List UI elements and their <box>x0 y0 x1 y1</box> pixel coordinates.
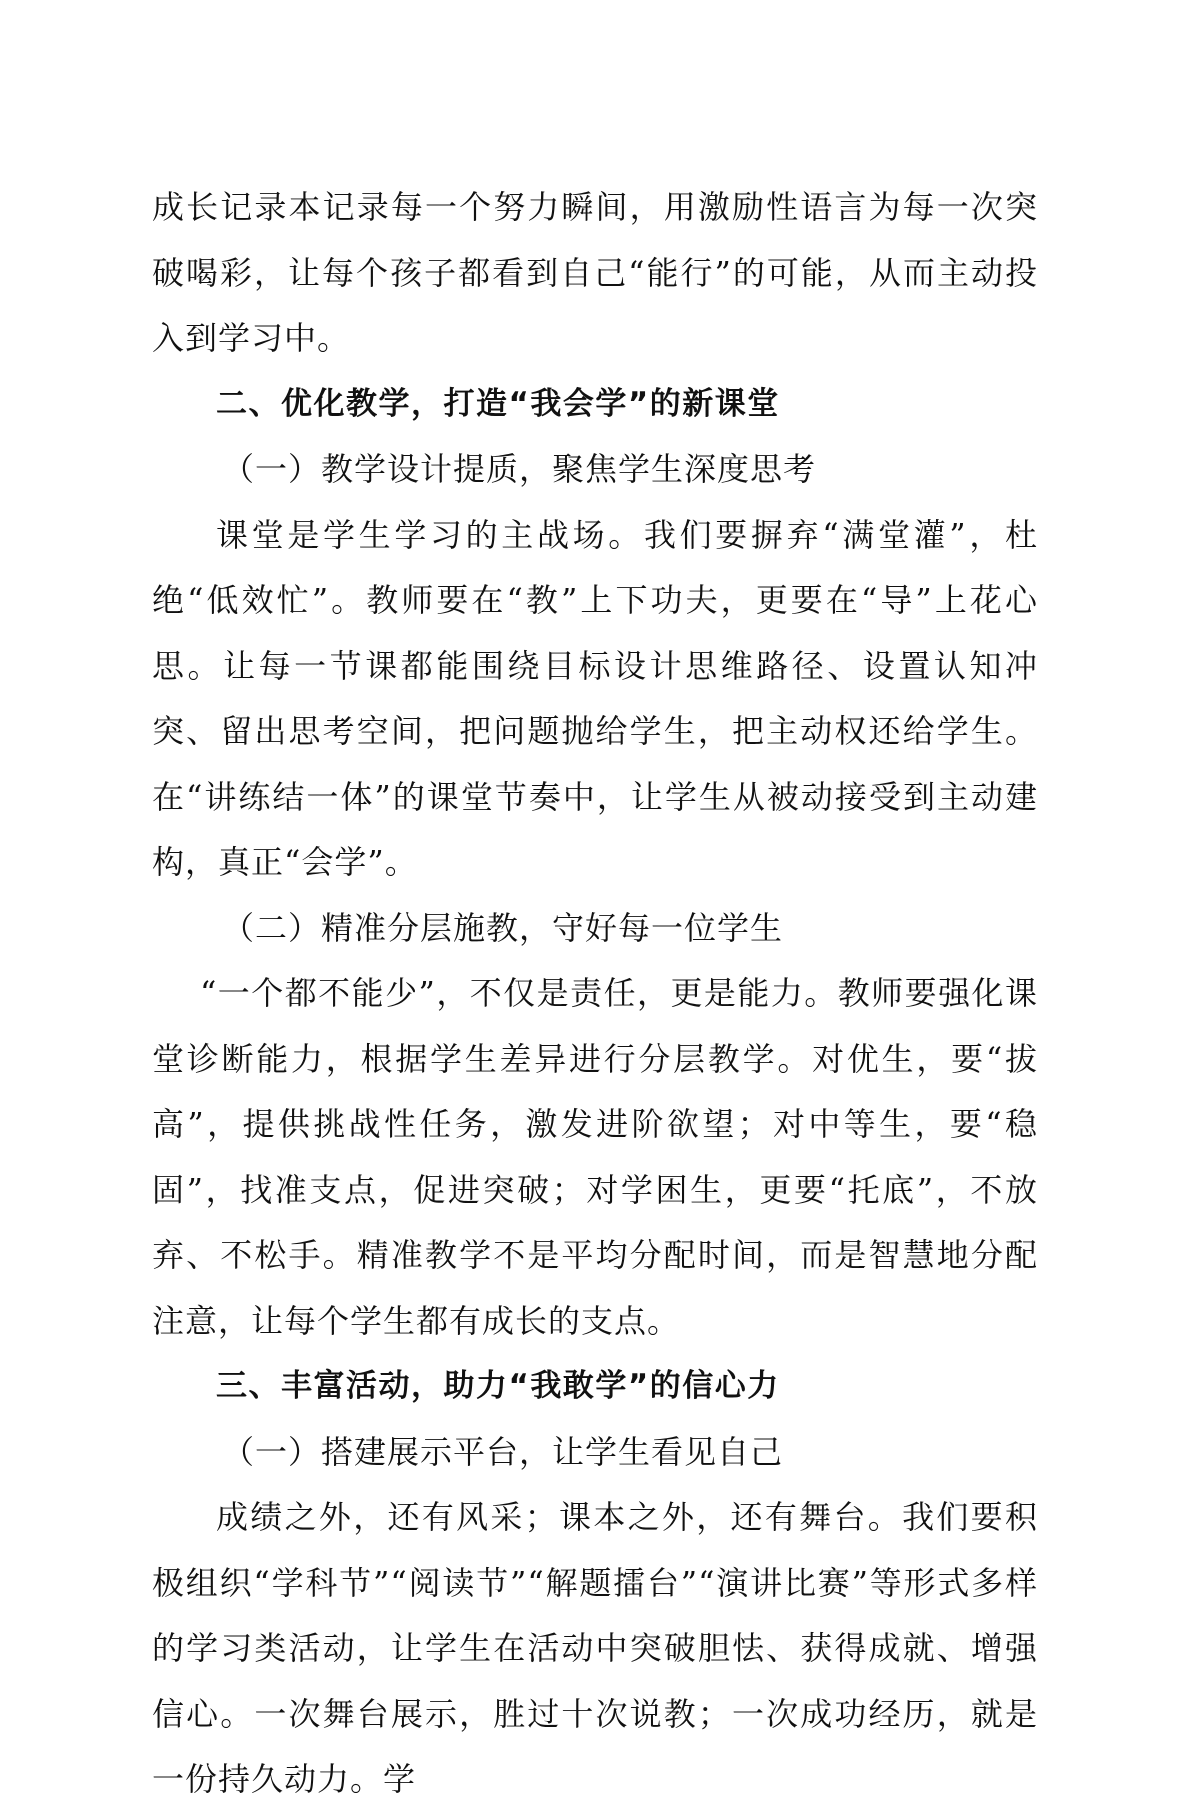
subsection-heading: （一）教学设计提质，聚焦学生深度思考 <box>222 450 817 488</box>
subsection-heading: （一）搭建展示平台，让学生看见自己 <box>222 1432 784 1471</box>
section-heading: 三、丰富活动，助力“我敢学”的信心力 <box>216 1368 780 1404</box>
subsection-heading: （二）精准分层施教，守好每一位学生 <box>222 908 784 947</box>
body-paragraph: 课堂是学生学习的主战场。我们要摒弃“满堂灌”，杜绝“低效忙”。教师要在“教”上下功夫，更要在“导”上花心思。让每一节课都能围绕目标设计思维路径、设置认知冲突、留出思考空间，把问题抛给学生，把主动权还给学生。在“讲练结一体”的课堂节奏中，让学生从被动接受到主动建构，真正“会学”。 <box>152 515 1038 881</box>
body-paragraph: 成长记录本记录每一个努力瞬间，用激励性语言为每一次突破喝彩，让每个孩子都看到自己“能行”的可能，从而主动投入到学习中。 <box>152 188 1038 357</box>
body-paragraph: 成绩之外，还有风采；课本之外，还有舞台。我们要积极组织“学科节”“阅读节”“解题擂台”“演讲比赛”等形式多样的学习类活动，让学生在活动中突破胆怯、获得成就、增强信心。一次舞台展示，胜过十次说教；一次成功经历，就是一份持久动力。学 <box>152 1498 1038 1798</box>
document-body <box>152 175 1038 1813</box>
section-heading: 二、优化教学，打造“我会学”的新课堂 <box>216 385 780 422</box>
body-paragraph: “一个都不能少”，不仅是责任，更是能力。教师要强化课堂诊断能力，根据学生差异进行分层教学。对优生，要“拔高”，提供挑战性任务，激发进阶欲望；对中等生，要“稳固”，找准支点，促进突破；对学困生，更要“托底”，不放弃、不松手。精准教学不是平均分配时间，而是智慧地分配注意，让每个学生都有成长的支点。 <box>152 974 1038 1340</box>
